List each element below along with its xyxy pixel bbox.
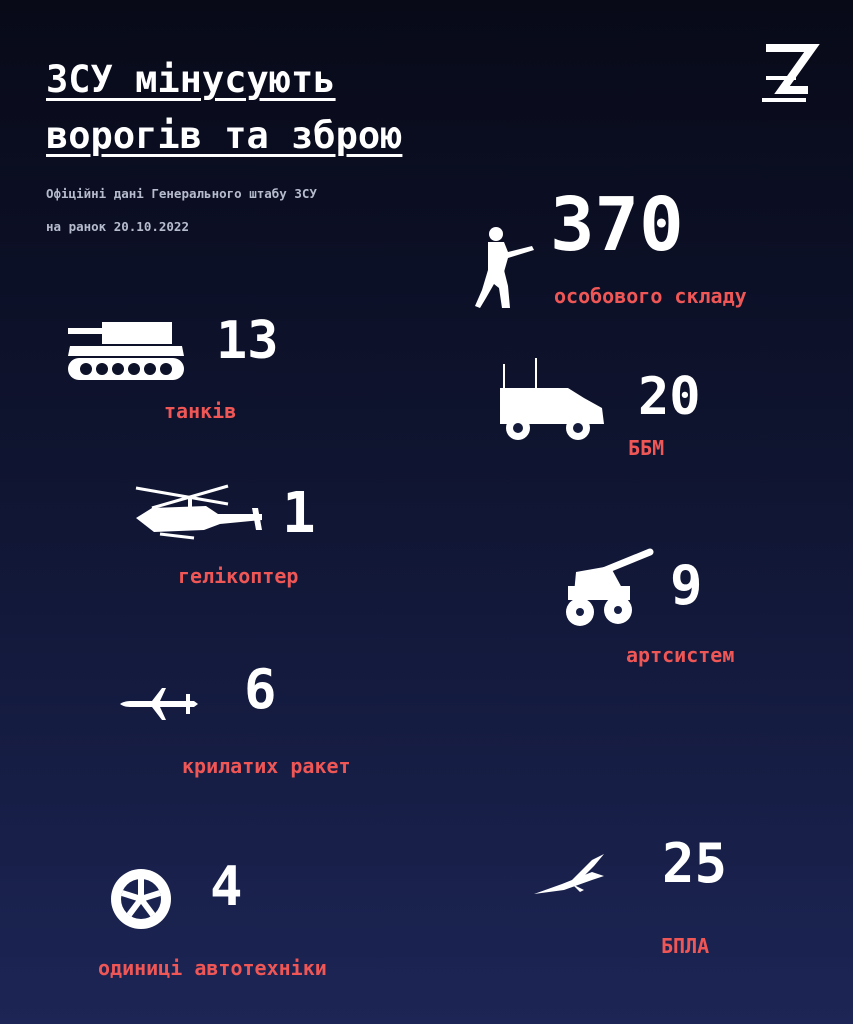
personnel-label: особового складу [554,284,747,308]
missiles-label: крилатих ракет [182,754,351,778]
subtitle-date: на ранок 20.10.2022 [46,219,189,234]
uav-count: 25 [662,832,728,895]
soldier-icon [474,224,538,310]
helicopters-label: гелікоптер [178,564,299,588]
title-line-1: ЗСУ мінусують [46,58,336,101]
title-line-2: ворогів та зброю [46,114,403,157]
vehicles-label: одиниці автотехніки [98,956,327,980]
helicopter-icon [134,484,266,544]
personnel-count: 370 [550,182,684,268]
uav-label: БПЛА [661,934,710,958]
artillery-label: артсистем [626,643,735,667]
missiles-count: 6 [244,658,277,721]
missile-icon [120,686,200,722]
page-title [46,52,566,164]
artillery-count: 9 [670,554,703,617]
subtitle-source: Офіційні дані Генерального штабу ЗСУ [46,186,317,201]
helicopters-count: 1 [282,481,316,546]
wheel-icon [110,868,172,930]
vehicles-count: 4 [210,855,243,918]
tanks-count: 13 [216,311,279,371]
apv-count: 20 [638,367,701,427]
z-logo-icon [760,44,816,104]
armored-vehicle-icon [498,358,606,442]
artillery-icon [566,548,654,630]
apv-label: ББМ [628,436,665,460]
tanks-label: танків [164,399,237,423]
drone-icon [534,852,606,896]
tank-icon [66,316,186,382]
